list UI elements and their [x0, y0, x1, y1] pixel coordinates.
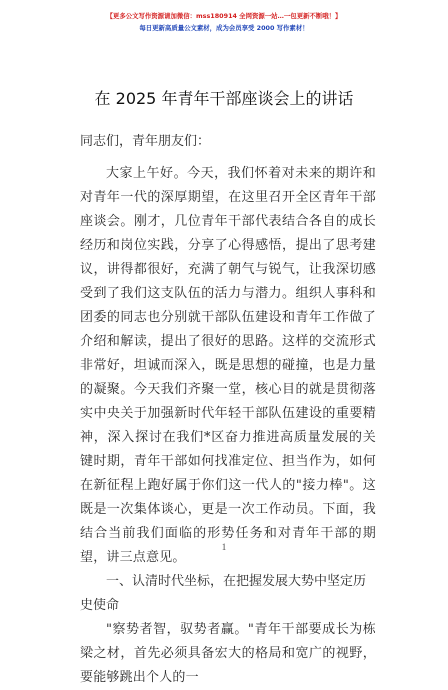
opening-paragraph: 大家上午好。今天，我们怀着对未来的期许和对青年一代的深厚期望，在这里召开全区青年干部座谈会。刚才，几位青年干部代表结合各自的成长经历和岗位实践，分享了心得感悟，提出了思考建议，讲得都很好，充满了朝气与锐气，让我深切感受到了我们这支队伍的活力与潜力。组织人事科和团委的同志也分别就干部队伍建设和青年工作做了介绍和解读，提出了很好的思路。这样的交流形式非常好，坦诚而深入，既是思想的碰撞，也是力量的凝聚。今天我们齐聚一堂，核心目的就是贯彻落实中央关于加强新时代年轻干部队伍建设的重要精神，深入探讨在我们*区奋力推进高质量发展的关键时期，青年干部如何找准定位、担当作为，如何在新征程上跑好属于你们这一代人的"接力棒"。这既是一次集体谈心，更是一次工作动员。下面，我结合当前我们面临的形势任务和对青年干部的期望，讲三点意见。: [80, 166, 376, 565]
document-body: [80, 130, 376, 690]
promo-banner-line-2: 每日更新高质量公文素材，成为会员享受 2000 写作素材！: [139, 24, 309, 32]
section-heading-1: 一、认清时代坐标，在把握发展大势中坚定历史使命: [80, 574, 367, 613]
greeting: 同志们，青年朋友们：: [80, 134, 211, 149]
promo-banner-line-1: 【更多公文写作资源请加微信：mss180914 全网资源一站…一包更新不断哦！】: [106, 12, 342, 20]
document-title: 在 2025 年青年干部座谈会上的讲话: [94, 89, 354, 108]
section-paragraph-1: "察势者智，驭势者赢。"青年干部要成长为栋梁之材，首先必须具备宏大的格局和宽广的视野，要能够跳出个人的一: [80, 622, 376, 685]
page-number: 1: [221, 542, 227, 552]
